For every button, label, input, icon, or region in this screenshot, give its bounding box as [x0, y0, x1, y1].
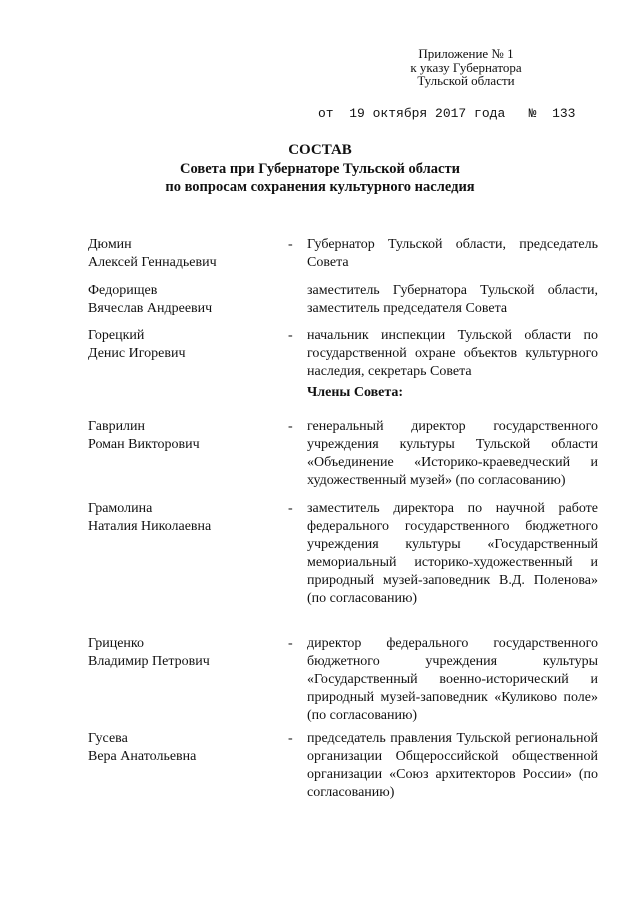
- entry-dash: -: [288, 636, 293, 651]
- person-name: [88, 500, 278, 536]
- decree-date-number: [318, 106, 575, 121]
- person-given-names: Вячеслав Андреевич: [88, 301, 213, 316]
- entry-dash: -: [288, 237, 293, 252]
- title-line-1: СОСТАВ: [288, 142, 352, 158]
- person-surname: Гриценко: [88, 636, 144, 651]
- entry-dash: -: [288, 328, 293, 343]
- entry-dash: -: [288, 731, 293, 746]
- decree-prefix: от: [318, 106, 334, 121]
- person-role: заместитель директора по научной работе федерального государственного бюджетного учреждения культуры «Государственный мемориальный историко-художественный и природный музей-заповедник В.Д. Поленова» (по согласованию): [307, 501, 598, 606]
- decree-number: 133: [552, 106, 576, 121]
- person-given-names: Роман Викторович: [88, 437, 200, 452]
- entry-dash: -: [288, 501, 293, 516]
- person-surname: Гусева: [88, 731, 128, 746]
- person-given-names: Вера Анатольевна: [88, 749, 197, 764]
- person-given-names: Наталия Николаевна: [88, 519, 212, 534]
- person-name: [88, 327, 278, 363]
- appendix-line-3: Тульской области: [417, 73, 515, 88]
- person-name: [88, 236, 278, 272]
- person-role: начальник инспекции Тульской области по государственной охране объектов культурного наследия, секретарь Совета: [307, 328, 598, 379]
- person-name: [88, 418, 278, 454]
- person-surname: Грамолина: [88, 501, 153, 516]
- members-heading: Члены Совета:: [307, 385, 404, 400]
- person-given-names: Владимир Петрович: [88, 654, 210, 669]
- title-line-2: Совета при Губернаторе Тульской области: [180, 161, 460, 177]
- person-surname: Гаврилин: [88, 419, 146, 434]
- person-role: генеральный директор государственного учреждения культуры Тульской области «Объединение «Историко-краеведческий и художественный музей» (по согласованию): [307, 419, 598, 488]
- person-given-names: Алексей Геннадьевич: [88, 255, 217, 270]
- person-role: Губернатор Тульской области, председатель Совета: [307, 237, 598, 270]
- person-surname: Дюмин: [88, 237, 132, 252]
- decree-date: 19 октября 2017 года: [349, 106, 506, 121]
- decree-number-sign: №: [528, 106, 537, 121]
- person-name: [88, 635, 278, 671]
- person-role: председатель правления Тульской региональной организации Общероссийской общественной организации «Союз архитекторов России» (по согласованию): [307, 731, 598, 800]
- person-surname: Горецкий: [88, 328, 145, 343]
- person-surname: Федорищев: [88, 283, 158, 298]
- appendix-line-1: Приложение № 1: [418, 46, 514, 61]
- title-line-3: по вопросам сохранения культурного наследия: [165, 179, 475, 195]
- person-name: [88, 282, 278, 318]
- appendix-reference: [386, 47, 546, 88]
- person-given-names: Денис Игоревич: [88, 346, 186, 361]
- person-name: [88, 730, 278, 766]
- entry-dash: -: [288, 419, 293, 434]
- appendix-line-2: к указу Губернатора: [410, 59, 522, 75]
- document-title: [80, 140, 560, 196]
- person-role: директор федерального государственного бюджетного учреждения культуры «Государственный военно-исторический и природный музей-заповедник «Куликово поле» (по согласованию): [307, 636, 598, 723]
- person-role: заместитель Губернатора Тульской области, заместитель председателя Совета: [307, 283, 598, 316]
